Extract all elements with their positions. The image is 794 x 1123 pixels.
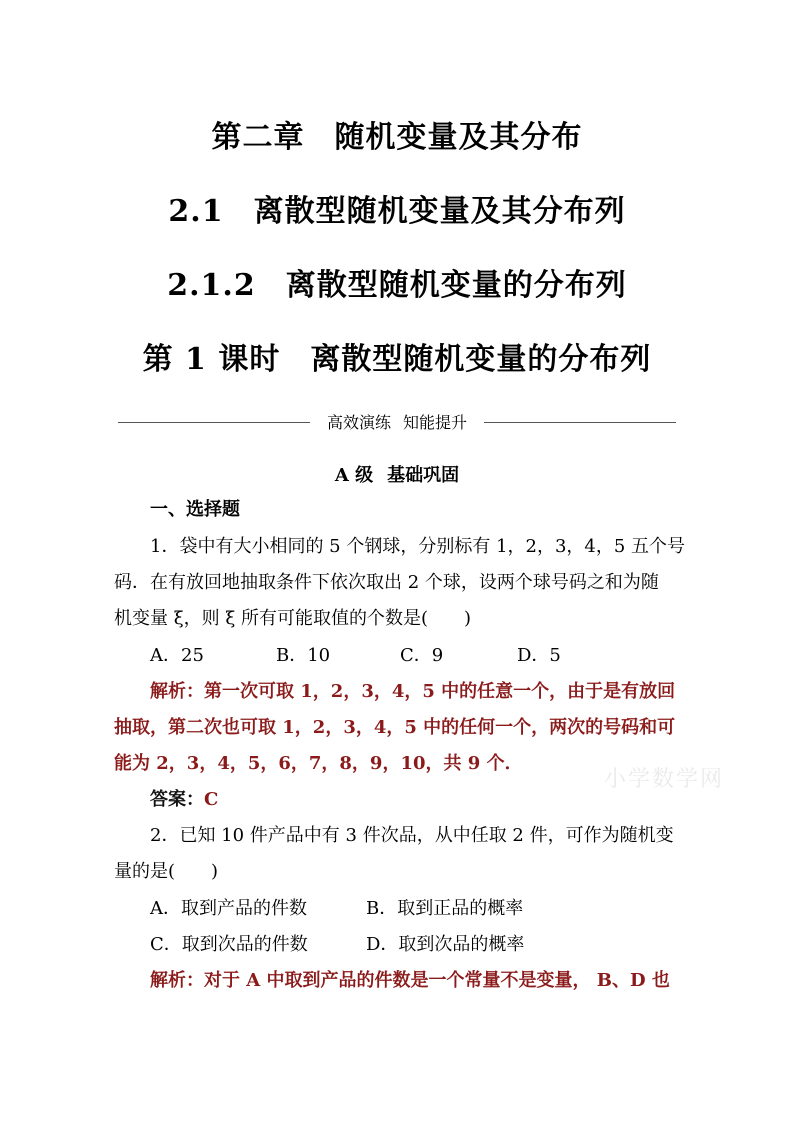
q1-answer: [150, 787, 218, 813]
chapter-number: 第二章: [211, 120, 305, 155]
q2-stem-line-1: 2．已知 10 件产品中有 3 件次品，从中任取 2 件，可作为随机变: [150, 825, 674, 846]
chapter-title: 随机变量及其分布: [334, 120, 583, 155]
divider-line-right: [484, 422, 676, 423]
q2-stem-line-2: 量的是( ): [114, 861, 219, 882]
q2-option-a: A．取到产品的件数: [150, 898, 307, 919]
lesson-heading: [0, 334, 794, 378]
section-number: 2.1: [168, 194, 224, 229]
watermark: 小学数学网: [604, 767, 725, 792]
level-title: 基础巩固: [387, 465, 460, 486]
chapter-heading: [0, 112, 794, 156]
subsection-heading: [0, 260, 794, 304]
q1-answer-value: C: [204, 789, 219, 810]
section-heading: [0, 186, 794, 230]
lesson-title: 离散型随机变量的分布列: [310, 342, 652, 377]
q1-stem-line-2: 码．在有放回地抽取条件下依次取出 2 个球，设两个球号码之和为随: [114, 572, 659, 593]
level-grade: A 级: [334, 465, 374, 486]
q1-analysis-line-3: 能为 2，3，4，5，6，7，8，9，10，共 9 个．: [114, 753, 523, 774]
q2-analysis-text-1: 对于 A 中取到产品的件数是一个常量不是变量， B、D 也: [204, 970, 670, 991]
lesson-number: 第 1 课时: [142, 342, 281, 377]
q2-analysis-line-1: [150, 968, 670, 994]
q1-answer-label: 答案：: [150, 789, 204, 810]
q1-stem-line-1: 1．袋中有大小相同的 5 个钢球，分别标有 1，2，3，4，5 五个号: [150, 536, 686, 557]
subsection-title: 离散型随机变量的分布列: [285, 268, 627, 303]
question-type-label: 一、选择题: [150, 499, 240, 520]
q2-option-b: B．取到正品的概率: [366, 898, 524, 919]
section-title: 离散型随机变量及其分布列: [253, 194, 626, 229]
q1-analysis-text-1: 第一次可取 1，2，3，4，5 中的任意一个，由于是有放回: [204, 681, 676, 702]
q1-option-d: D．5: [517, 645, 561, 666]
q1-analysis-line-1: [150, 679, 675, 705]
q1-stem-line-3: 机变量 ξ，则 ξ 所有可能取值的个数是( ): [114, 608, 472, 629]
q1-option-a: A．25: [150, 645, 204, 666]
q2-analysis-label: 解析：: [150, 970, 204, 991]
q1-analysis-line-2: 抽取，第二次也可取 1，2，3，4，5 中的任何一个，两次的号码和可: [114, 717, 676, 738]
q2-option-d: D．取到次品的概率: [366, 934, 525, 955]
q2-option-c: C．取到次品的件数: [150, 934, 308, 955]
divider-caption-left: 高效演练: [326, 413, 391, 432]
q1-option-c: C．9: [400, 645, 444, 666]
section-divider: [118, 408, 676, 436]
q1-analysis-label: 解析：: [150, 681, 204, 702]
level-heading: [0, 461, 794, 487]
subsection-number: 2.1.2: [167, 268, 256, 303]
q1-option-b: B．10: [276, 645, 331, 666]
divider-caption-right: 知能提升: [403, 413, 468, 432]
